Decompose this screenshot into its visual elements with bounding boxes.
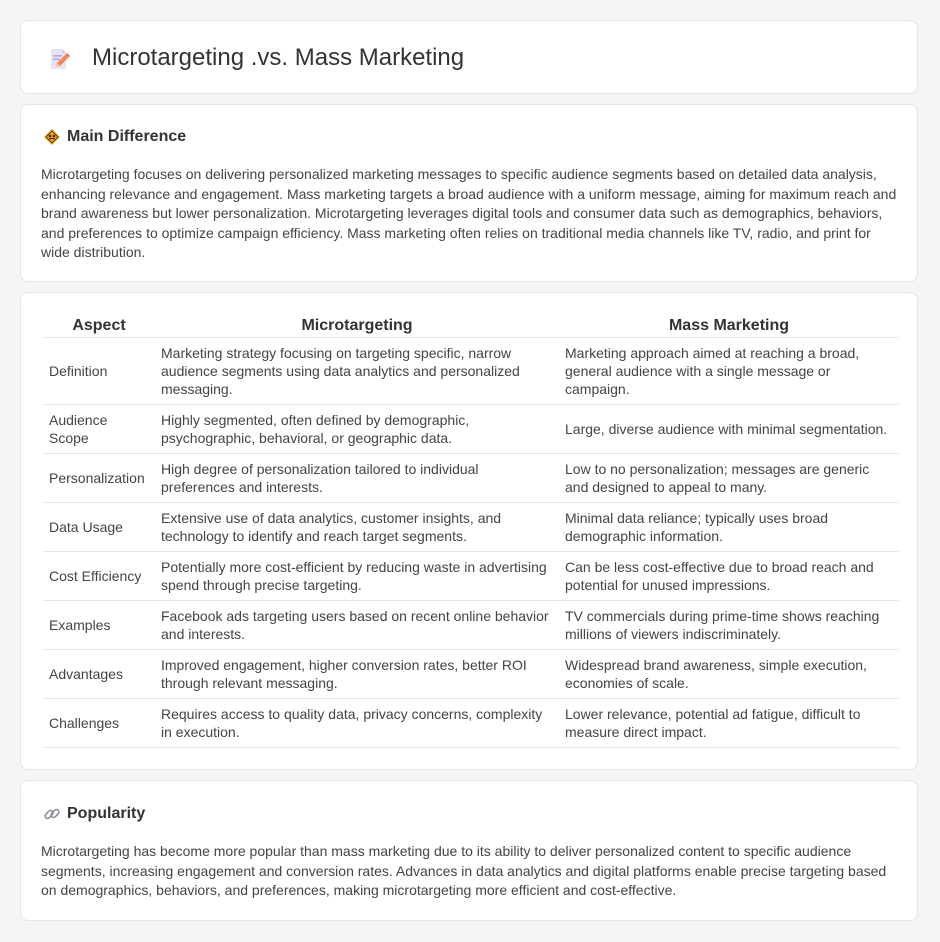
- table-row: [43, 405, 899, 454]
- microtargeting-cell: Facebook ads targeting users based on recent online behavior and interests.: [155, 601, 559, 650]
- mass-marketing-cell: Lower relevance, potential ad fatigue, difficult to measure direct impact.: [559, 699, 899, 748]
- mass-marketing-cell: Widespread brand awareness, simple execution, economies of scale.: [559, 650, 899, 699]
- microtargeting-cell: Potentially more cost-efficient by reducing waste in advertising spend through precise targeting.: [155, 552, 559, 601]
- microtargeting-cell: Requires access to quality data, privacy concerns, complexity in execution.: [155, 699, 559, 748]
- microtargeting-cell: Highly segmented, often defined by demographic, psychographic, behavioral, or geographic data.: [155, 405, 559, 454]
- diamond-sign-icon: [43, 128, 61, 146]
- popularity-card: [20, 780, 918, 921]
- page-title: Microtargeting .vs. Mass Marketing: [92, 44, 465, 71]
- table-row: [43, 601, 899, 650]
- link-icon: [43, 805, 61, 823]
- table-row: [43, 503, 899, 552]
- table-row: [43, 699, 899, 748]
- mass-marketing-cell: Large, diverse audience with minimal segmentation.: [559, 405, 899, 454]
- mass-marketing-cell: Can be less cost-effective due to broad reach and potential for unused impressions.: [559, 552, 899, 601]
- aspect-cell: Personalization: [43, 454, 155, 503]
- header-aspect: Aspect: [43, 315, 155, 338]
- table-row: [43, 650, 899, 699]
- section-heading-popularity: Popularity: [67, 805, 146, 822]
- microtargeting-cell: Marketing strategy focusing on targeting specific, narrow audience segments using data analytics and personalized messaging.: [155, 338, 559, 405]
- popularity-text: Microtargeting has become more popular than mass marketing due to its ability to deliver personalized content to specific audience segments, increasing engagement and conversion rates. Advances in data analytics and digital platforms enable precise targeting based on demographics, behaviors, and preferences, making microtargeting more efficient and cost-effective.: [41, 843, 887, 898]
- main-difference-card: [20, 104, 918, 282]
- table-row: [43, 338, 899, 405]
- aspect-cell: Examples: [43, 601, 155, 650]
- document-pencil-icon: [47, 47, 71, 71]
- aspect-cell: Cost Efficiency: [43, 552, 155, 601]
- table-header-row: [43, 315, 899, 338]
- comparison-table: [43, 315, 899, 748]
- mass-marketing-cell: Marketing approach aimed at reaching a broad, general audience with a single message or campaign.: [559, 338, 899, 405]
- title-card: [20, 20, 918, 94]
- main-difference-text: Microtargeting focuses on delivering personalized marketing messages to specific audience segments based on detailed data analysis, enhancing relevance and engagement. Mass marketing targets a broad audience with a uniform message, aiming for maximum reach and brand awareness but lower personalization. Microtargeting leverages digital tools and consumer data such as demographics, behaviors, and preferences to optimize campaign efficiency. Mass marketing often relies on traditional media channels like TV, radio, and print for wide distribution.: [41, 166, 897, 260]
- aspect-cell: Advantages: [43, 650, 155, 699]
- section-heading-main-difference: Main Difference: [67, 128, 187, 145]
- table-row: [43, 454, 899, 503]
- header-mass-marketing: Mass Marketing: [559, 315, 899, 338]
- comparison-card: [20, 292, 918, 770]
- aspect-cell: Challenges: [43, 699, 155, 748]
- aspect-cell: Audience Scope: [43, 405, 155, 454]
- aspect-cell: Definition: [43, 338, 155, 405]
- header-microtargeting: Microtargeting: [155, 315, 559, 338]
- microtargeting-cell: High degree of personalization tailored to individual preferences and interests.: [155, 454, 559, 503]
- aspect-cell: Data Usage: [43, 503, 155, 552]
- microtargeting-cell: Extensive use of data analytics, customer insights, and technology to identify and reach target segments.: [155, 503, 559, 552]
- table-row: [43, 552, 899, 601]
- mass-marketing-cell: Low to no personalization; messages are generic and designed to appeal to many.: [559, 454, 899, 503]
- mass-marketing-cell: TV commercials during prime-time shows reaching millions of viewers indiscriminately.: [559, 601, 899, 650]
- mass-marketing-cell: Minimal data reliance; typically uses broad demographic information.: [559, 503, 899, 552]
- microtargeting-cell: Improved engagement, higher conversion rates, better ROI through relevant messaging.: [155, 650, 559, 699]
